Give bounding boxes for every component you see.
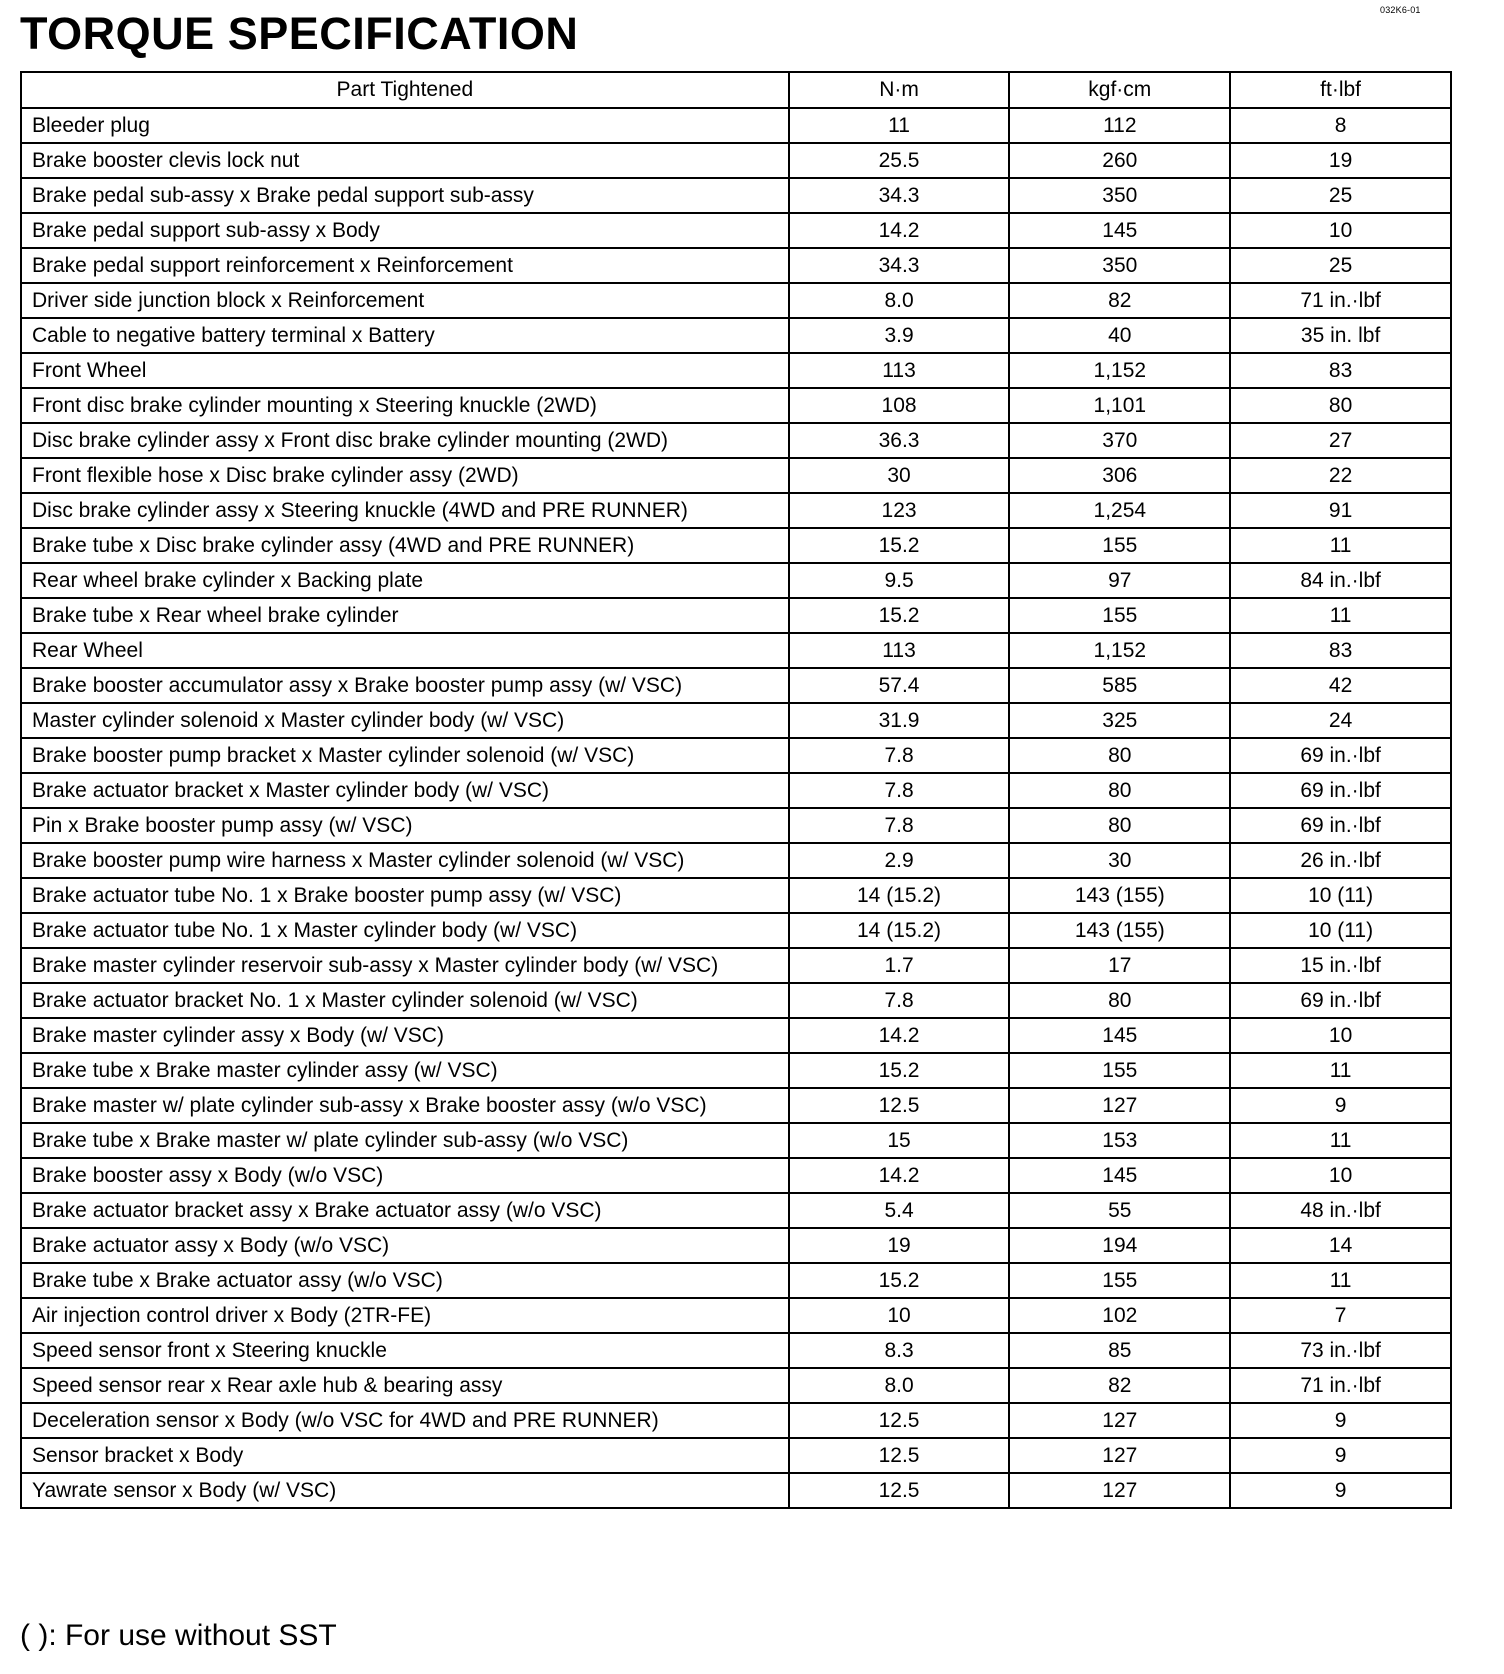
kgf-cm-cell: 153 (1009, 1123, 1230, 1158)
nm-cell: 15.2 (789, 1263, 1010, 1298)
kgf-cm-cell: 1,152 (1009, 353, 1230, 388)
nm-cell: 14.2 (789, 213, 1010, 248)
table-row (21, 668, 1451, 703)
ft-lbf-cell: 71 in.·lbf (1230, 1368, 1451, 1403)
ft-lbf-cell: 11 (1230, 1053, 1451, 1088)
part-tightened-cell: Brake master cylinder assy x Body (w/ VSC) (21, 1018, 789, 1053)
kgf-cm-cell: 1,254 (1009, 493, 1230, 528)
ft-lbf-cell: 11 (1230, 1263, 1451, 1298)
table-row (21, 598, 1451, 633)
nm-cell: 57.4 (789, 668, 1010, 703)
nm-cell: 7.8 (789, 738, 1010, 773)
nm-cell: 15.2 (789, 528, 1010, 563)
part-tightened-cell: Brake pedal support sub-assy x Body (21, 213, 789, 248)
ft-lbf-cell: 11 (1230, 528, 1451, 563)
nm-cell: 14 (15.2) (789, 878, 1010, 913)
kgf-cm-cell: 1,101 (1009, 388, 1230, 423)
kgf-cm-cell: 143 (155) (1009, 878, 1230, 913)
part-tightened-cell: Speed sensor front x Steering knuckle (21, 1333, 789, 1368)
ft-lbf-cell: 10 (11) (1230, 878, 1451, 913)
kgf-cm-cell: 145 (1009, 1018, 1230, 1053)
nm-cell: 14.2 (789, 1018, 1010, 1053)
nm-cell: 7.8 (789, 983, 1010, 1018)
nm-cell: 14.2 (789, 1158, 1010, 1193)
ft-lbf-cell: 9 (1230, 1473, 1451, 1508)
part-tightened-cell: Brake tube x Brake master cylinder assy (w/ VSC) (21, 1053, 789, 1088)
kgf-cm-cell: 145 (1009, 213, 1230, 248)
part-tightened-cell: Rear Wheel (21, 633, 789, 668)
table-row (21, 738, 1451, 773)
document-code: 032K6-01 (1380, 5, 1421, 15)
nm-cell: 8.0 (789, 1368, 1010, 1403)
table-row (21, 1193, 1451, 1228)
nm-cell: 7.8 (789, 773, 1010, 808)
nm-cell: 5.4 (789, 1193, 1010, 1228)
ft-lbf-cell: 42 (1230, 668, 1451, 703)
part-tightened-cell: Brake booster clevis lock nut (21, 143, 789, 178)
part-tightened-cell: Disc brake cylinder assy x Front disc brake cylinder mounting (2WD) (21, 423, 789, 458)
ft-lbf-cell: 9 (1230, 1088, 1451, 1123)
nm-cell: 123 (789, 493, 1010, 528)
ft-lbf-cell: 69 in.·lbf (1230, 808, 1451, 843)
kgf-cm-cell: 55 (1009, 1193, 1230, 1228)
ft-lbf-cell: 10 (1230, 1158, 1451, 1193)
part-tightened-cell: Brake booster pump wire harness x Master cylinder solenoid (w/ VSC) (21, 843, 789, 878)
ft-lbf-cell: 73 in.·lbf (1230, 1333, 1451, 1368)
table-row (21, 1053, 1451, 1088)
part-tightened-cell: Deceleration sensor x Body (w/o VSC for 4WD and PRE RUNNER) (21, 1403, 789, 1438)
table-row (21, 1473, 1451, 1508)
torque-spec-table (20, 71, 1452, 1509)
part-tightened-cell: Brake booster assy x Body (w/o VSC) (21, 1158, 789, 1193)
kgf-cm-cell: 145 (1009, 1158, 1230, 1193)
kgf-cm-cell: 102 (1009, 1298, 1230, 1333)
table-row (21, 1158, 1451, 1193)
kgf-cm-cell: 350 (1009, 178, 1230, 213)
part-tightened-cell: Disc brake cylinder assy x Steering knuckle (4WD and PRE RUNNER) (21, 493, 789, 528)
table-row (21, 108, 1451, 143)
table-row (21, 1263, 1451, 1298)
kgf-cm-cell: 194 (1009, 1228, 1230, 1263)
table-row (21, 213, 1451, 248)
ft-lbf-cell: 15 in.·lbf (1230, 948, 1451, 983)
nm-cell: 7.8 (789, 808, 1010, 843)
nm-cell: 25.5 (789, 143, 1010, 178)
nm-cell: 34.3 (789, 178, 1010, 213)
table-row (21, 493, 1451, 528)
table-row (21, 563, 1451, 598)
kgf-cm-cell: 155 (1009, 598, 1230, 633)
part-tightened-cell: Yawrate sensor x Body (w/ VSC) (21, 1473, 789, 1508)
part-tightened-cell: Air injection control driver x Body (2TR-FE) (21, 1298, 789, 1333)
ft-lbf-cell: 22 (1230, 458, 1451, 493)
part-tightened-cell: Brake pedal sub-assy x Brake pedal support sub-assy (21, 178, 789, 213)
part-tightened-cell: Brake booster pump bracket x Master cylinder solenoid (w/ VSC) (21, 738, 789, 773)
table-row (21, 1228, 1451, 1263)
nm-cell: 113 (789, 633, 1010, 668)
table-header-row (21, 72, 1451, 108)
ft-lbf-cell: 91 (1230, 493, 1451, 528)
header-part-tightened: Part Tightened (21, 72, 789, 108)
table-row (21, 353, 1451, 388)
part-tightened-cell: Sensor bracket x Body (21, 1438, 789, 1473)
part-tightened-cell: Brake actuator bracket assy x Brake actuator assy (w/o VSC) (21, 1193, 789, 1228)
ft-lbf-cell: 25 (1230, 248, 1451, 283)
part-tightened-cell: Rear wheel brake cylinder x Backing plate (21, 563, 789, 598)
kgf-cm-cell: 85 (1009, 1333, 1230, 1368)
nm-cell: 3.9 (789, 318, 1010, 353)
table-body (21, 108, 1451, 1508)
kgf-cm-cell: 155 (1009, 528, 1230, 563)
kgf-cm-cell: 127 (1009, 1088, 1230, 1123)
part-tightened-cell: Brake tube x Brake master w/ plate cylinder sub-assy (w/o VSC) (21, 1123, 789, 1158)
nm-cell: 15.2 (789, 1053, 1010, 1088)
ft-lbf-cell: 35 in. lbf (1230, 318, 1451, 353)
table-row (21, 633, 1451, 668)
table-row (21, 528, 1451, 563)
nm-cell: 34.3 (789, 248, 1010, 283)
part-tightened-cell: Brake tube x Brake actuator assy (w/o VSC) (21, 1263, 789, 1298)
table-row (21, 703, 1451, 738)
ft-lbf-cell: 48 in.·lbf (1230, 1193, 1451, 1228)
footnote: ( ): For use without SST (20, 1619, 337, 1652)
page-title: TORQUE SPECIFICATION (20, 8, 579, 59)
ft-lbf-cell: 84 in.·lbf (1230, 563, 1451, 598)
ft-lbf-cell: 83 (1230, 353, 1451, 388)
kgf-cm-cell: 585 (1009, 668, 1230, 703)
part-tightened-cell: Bleeder plug (21, 108, 789, 143)
nm-cell: 36.3 (789, 423, 1010, 458)
table-row (21, 1333, 1451, 1368)
ft-lbf-cell: 7 (1230, 1298, 1451, 1333)
kgf-cm-cell: 30 (1009, 843, 1230, 878)
table-row (21, 458, 1451, 493)
part-tightened-cell: Brake actuator assy x Body (w/o VSC) (21, 1228, 789, 1263)
kgf-cm-cell: 350 (1009, 248, 1230, 283)
header-ft-lbf: ft·lbf (1230, 72, 1451, 108)
part-tightened-cell: Pin x Brake booster pump assy (w/ VSC) (21, 808, 789, 843)
table-row (21, 1123, 1451, 1158)
table-row (21, 423, 1451, 458)
ft-lbf-cell: 9 (1230, 1438, 1451, 1473)
table-row (21, 1088, 1451, 1123)
nm-cell: 12.5 (789, 1438, 1010, 1473)
part-tightened-cell: Brake booster accumulator assy x Brake booster pump assy (w/ VSC) (21, 668, 789, 703)
ft-lbf-cell: 10 (11) (1230, 913, 1451, 948)
ft-lbf-cell: 83 (1230, 633, 1451, 668)
part-tightened-cell: Brake master w/ plate cylinder sub-assy x Brake booster assy (w/o VSC) (21, 1088, 789, 1123)
table-row (21, 1368, 1451, 1403)
nm-cell: 12.5 (789, 1403, 1010, 1438)
part-tightened-cell: Brake master cylinder reservoir sub-assy x Master cylinder body (w/ VSC) (21, 948, 789, 983)
kgf-cm-cell: 82 (1009, 283, 1230, 318)
nm-cell: 9.5 (789, 563, 1010, 598)
part-tightened-cell: Driver side junction block x Reinforcement (21, 283, 789, 318)
nm-cell: 30 (789, 458, 1010, 493)
table-row (21, 948, 1451, 983)
ft-lbf-cell: 26 in.·lbf (1230, 843, 1451, 878)
table-row (21, 1018, 1451, 1053)
table-row (21, 983, 1451, 1018)
ft-lbf-cell: 71 in.·lbf (1230, 283, 1451, 318)
part-tightened-cell: Brake tube x Rear wheel brake cylinder (21, 598, 789, 633)
table-row (21, 283, 1451, 318)
kgf-cm-cell: 155 (1009, 1053, 1230, 1088)
table-row (21, 878, 1451, 913)
kgf-cm-cell: 370 (1009, 423, 1230, 458)
part-tightened-cell: Brake actuator tube No. 1 x Brake booster pump assy (w/ VSC) (21, 878, 789, 913)
ft-lbf-cell: 69 in.·lbf (1230, 983, 1451, 1018)
table-row (21, 248, 1451, 283)
header-kgf-cm: kgf·cm (1009, 72, 1230, 108)
nm-cell: 15.2 (789, 598, 1010, 633)
table-row (21, 1403, 1451, 1438)
part-tightened-cell: Brake actuator bracket x Master cylinder body (w/ VSC) (21, 773, 789, 808)
nm-cell: 8.0 (789, 283, 1010, 318)
ft-lbf-cell: 11 (1230, 1123, 1451, 1158)
kgf-cm-cell: 97 (1009, 563, 1230, 598)
nm-cell: 10 (789, 1298, 1010, 1333)
nm-cell: 12.5 (789, 1088, 1010, 1123)
kgf-cm-cell: 40 (1009, 318, 1230, 353)
part-tightened-cell: Brake pedal support reinforcement x Reinforcement (21, 248, 789, 283)
nm-cell: 113 (789, 353, 1010, 388)
ft-lbf-cell: 14 (1230, 1228, 1451, 1263)
kgf-cm-cell: 112 (1009, 108, 1230, 143)
part-tightened-cell: Brake actuator tube No. 1 x Master cylinder body (w/ VSC) (21, 913, 789, 948)
kgf-cm-cell: 80 (1009, 738, 1230, 773)
table-row (21, 913, 1451, 948)
part-tightened-cell: Brake actuator bracket No. 1 x Master cylinder solenoid (w/ VSC) (21, 983, 789, 1018)
kgf-cm-cell: 143 (155) (1009, 913, 1230, 948)
ft-lbf-cell: 69 in.·lbf (1230, 773, 1451, 808)
part-tightened-cell: Front disc brake cylinder mounting x Steering knuckle (2WD) (21, 388, 789, 423)
table-row (21, 843, 1451, 878)
ft-lbf-cell: 10 (1230, 1018, 1451, 1053)
nm-cell: 15 (789, 1123, 1010, 1158)
table-row (21, 388, 1451, 423)
kgf-cm-cell: 1,152 (1009, 633, 1230, 668)
part-tightened-cell: Front Wheel (21, 353, 789, 388)
ft-lbf-cell: 9 (1230, 1403, 1451, 1438)
ft-lbf-cell: 8 (1230, 108, 1451, 143)
nm-cell: 8.3 (789, 1333, 1010, 1368)
kgf-cm-cell: 325 (1009, 703, 1230, 738)
table-row (21, 773, 1451, 808)
ft-lbf-cell: 69 in.·lbf (1230, 738, 1451, 773)
ft-lbf-cell: 11 (1230, 598, 1451, 633)
kgf-cm-cell: 260 (1009, 143, 1230, 178)
ft-lbf-cell: 25 (1230, 178, 1451, 213)
nm-cell: 14 (15.2) (789, 913, 1010, 948)
table-row (21, 808, 1451, 843)
kgf-cm-cell: 80 (1009, 773, 1230, 808)
nm-cell: 12.5 (789, 1473, 1010, 1508)
kgf-cm-cell: 127 (1009, 1438, 1230, 1473)
table-row (21, 143, 1451, 178)
ft-lbf-cell: 19 (1230, 143, 1451, 178)
nm-cell: 1.7 (789, 948, 1010, 983)
table-row (21, 318, 1451, 353)
nm-cell: 11 (789, 108, 1010, 143)
part-tightened-cell: Master cylinder solenoid x Master cylinder body (w/ VSC) (21, 703, 789, 738)
ft-lbf-cell: 27 (1230, 423, 1451, 458)
kgf-cm-cell: 80 (1009, 808, 1230, 843)
nm-cell: 2.9 (789, 843, 1010, 878)
kgf-cm-cell: 127 (1009, 1403, 1230, 1438)
part-tightened-cell: Front flexible hose x Disc brake cylinder assy (2WD) (21, 458, 789, 493)
kgf-cm-cell: 306 (1009, 458, 1230, 493)
header-nm: N·m (789, 72, 1010, 108)
table-row (21, 1298, 1451, 1333)
table-row (21, 178, 1451, 213)
table-row (21, 1438, 1451, 1473)
kgf-cm-cell: 80 (1009, 983, 1230, 1018)
kgf-cm-cell: 155 (1009, 1263, 1230, 1298)
kgf-cm-cell: 82 (1009, 1368, 1230, 1403)
nm-cell: 108 (789, 388, 1010, 423)
nm-cell: 19 (789, 1228, 1010, 1263)
kgf-cm-cell: 127 (1009, 1473, 1230, 1508)
part-tightened-cell: Cable to negative battery terminal x Battery (21, 318, 789, 353)
ft-lbf-cell: 80 (1230, 388, 1451, 423)
ft-lbf-cell: 10 (1230, 213, 1451, 248)
nm-cell: 31.9 (789, 703, 1010, 738)
ft-lbf-cell: 24 (1230, 703, 1451, 738)
kgf-cm-cell: 17 (1009, 948, 1230, 983)
part-tightened-cell: Brake tube x Disc brake cylinder assy (4WD and PRE RUNNER) (21, 528, 789, 563)
part-tightened-cell: Speed sensor rear x Rear axle hub & bearing assy (21, 1368, 789, 1403)
